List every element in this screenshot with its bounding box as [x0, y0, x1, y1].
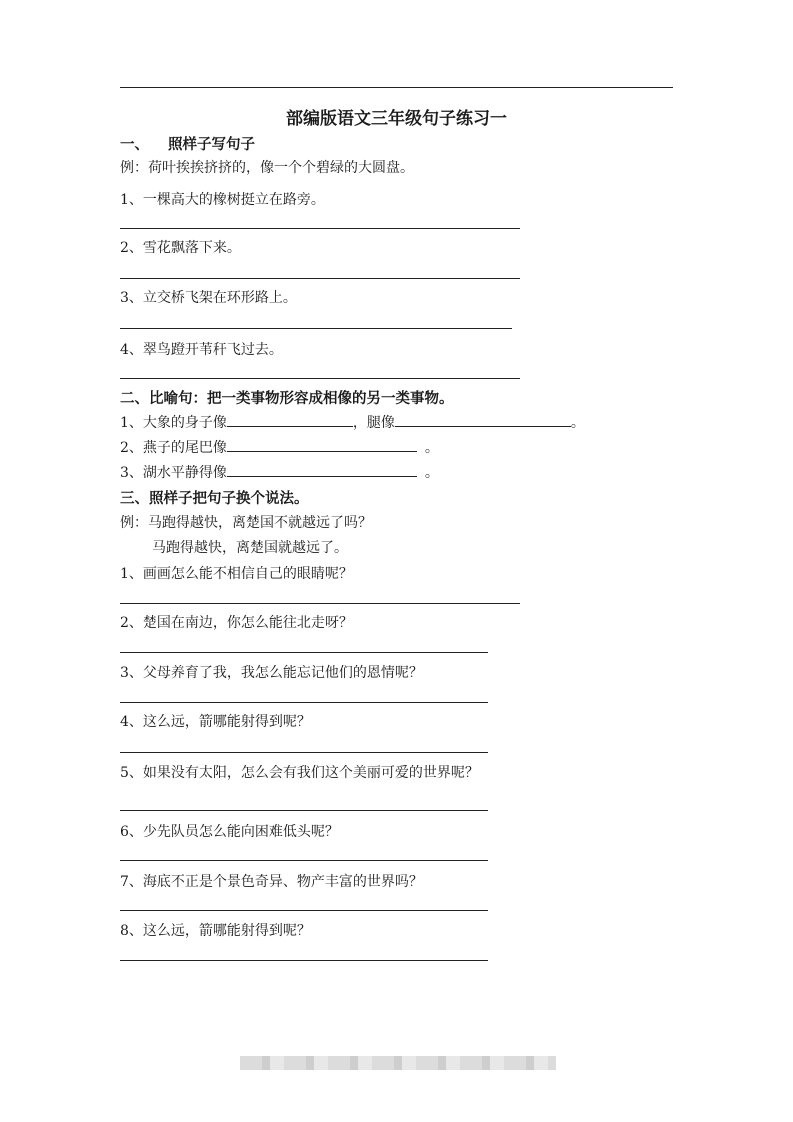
section3-item-6: 6、少先队员怎么能向困难低头呢？ [120, 824, 339, 840]
section2-item-1-end: 。 [570, 415, 585, 431]
section1-item-4: 4、翠鸟蹬开苇秆飞过去。 [120, 342, 283, 358]
section1-item-2: 2、雪花飘落下来。 [120, 240, 241, 256]
answer-line-3-8[interactable] [120, 960, 488, 961]
answer-line-1-1[interactable] [120, 228, 520, 229]
section3-example-1: 例：马跑得越快，离楚国不就越远了吗？ [120, 515, 372, 531]
answer-line-3-1[interactable] [120, 603, 520, 604]
section2-item-1-text-a: 1、大象的身子像 [120, 415, 227, 431]
section2-item-1 [120, 412, 585, 432]
section2-item-2 [120, 437, 439, 457]
answer-line-3-3[interactable] [120, 702, 488, 703]
section3-item-2: 2、楚国在南边，你怎么能往北走呀？ [120, 615, 353, 631]
answer-line-3-6[interactable] [120, 860, 488, 861]
section1-heading: 照样子写句子 [168, 136, 255, 153]
page-title: 部编版语文三年级句子练习一 [286, 109, 507, 129]
section3-example-2: 马跑得越快，离楚国就越远了。 [152, 540, 348, 556]
blurred-footer-watermark [240, 1056, 556, 1070]
answer-line-1-3[interactable] [120, 328, 512, 329]
answer-blank-2-1b[interactable] [395, 412, 571, 427]
section3-item-7: 7、海底不正是个景色奇异、物产丰富的世界吗？ [120, 874, 423, 890]
section3-item-4: 4、这么远，箭哪能射得到呢？ [120, 714, 311, 730]
section2-item-2-end: 。 [424, 440, 439, 456]
header-rule [120, 87, 673, 88]
answer-blank-2-3[interactable] [227, 462, 417, 477]
answer-line-3-5[interactable] [120, 810, 488, 811]
section2-item-1-text-b: ，腿像 [352, 415, 395, 431]
section2-item-2-text: 2、燕子的尾巴像 [120, 440, 227, 456]
answer-line-1-4[interactable] [120, 378, 520, 379]
answer-line-1-2[interactable] [120, 278, 520, 279]
section2-item-3-end: 。 [424, 465, 439, 481]
section1-number: 一、 [120, 136, 149, 153]
section2-heading: 二、比喻句：把一类事物形容成相像的另一类事物。 [120, 390, 454, 407]
section3-item-3: 3、父母养育了我，我怎么能忘记他们的恩情呢？ [120, 665, 423, 681]
answer-line-3-4[interactable] [120, 752, 488, 753]
section3-item-1: 1、画画怎么能不相信自己的眼睛呢？ [120, 566, 353, 582]
answer-line-3-2[interactable] [120, 652, 488, 653]
answer-line-3-7[interactable] [120, 910, 488, 911]
section2-item-3 [120, 462, 439, 482]
section1-example: 例：荷叶挨挨挤挤的，像一个个碧绿的大圆盘。 [120, 160, 414, 176]
answer-blank-2-1a[interactable] [227, 412, 353, 427]
section3-heading: 三、照样子把句子换个说法。 [120, 490, 309, 507]
answer-blank-2-2[interactable] [227, 437, 417, 452]
section3-item-8: 8、这么远，箭哪能射得到呢？ [120, 923, 311, 939]
section2-item-3-text: 3、湖水平静得像 [120, 465, 227, 481]
section1-item-1: 1、一棵高大的橡树挺立在路旁。 [120, 192, 325, 208]
section3-item-5: 5、如果没有太阳，怎么会有我们这个美丽可爱的世界呢？ [120, 765, 479, 781]
section1-item-3: 3、立交桥飞架在环形路上。 [120, 290, 297, 306]
